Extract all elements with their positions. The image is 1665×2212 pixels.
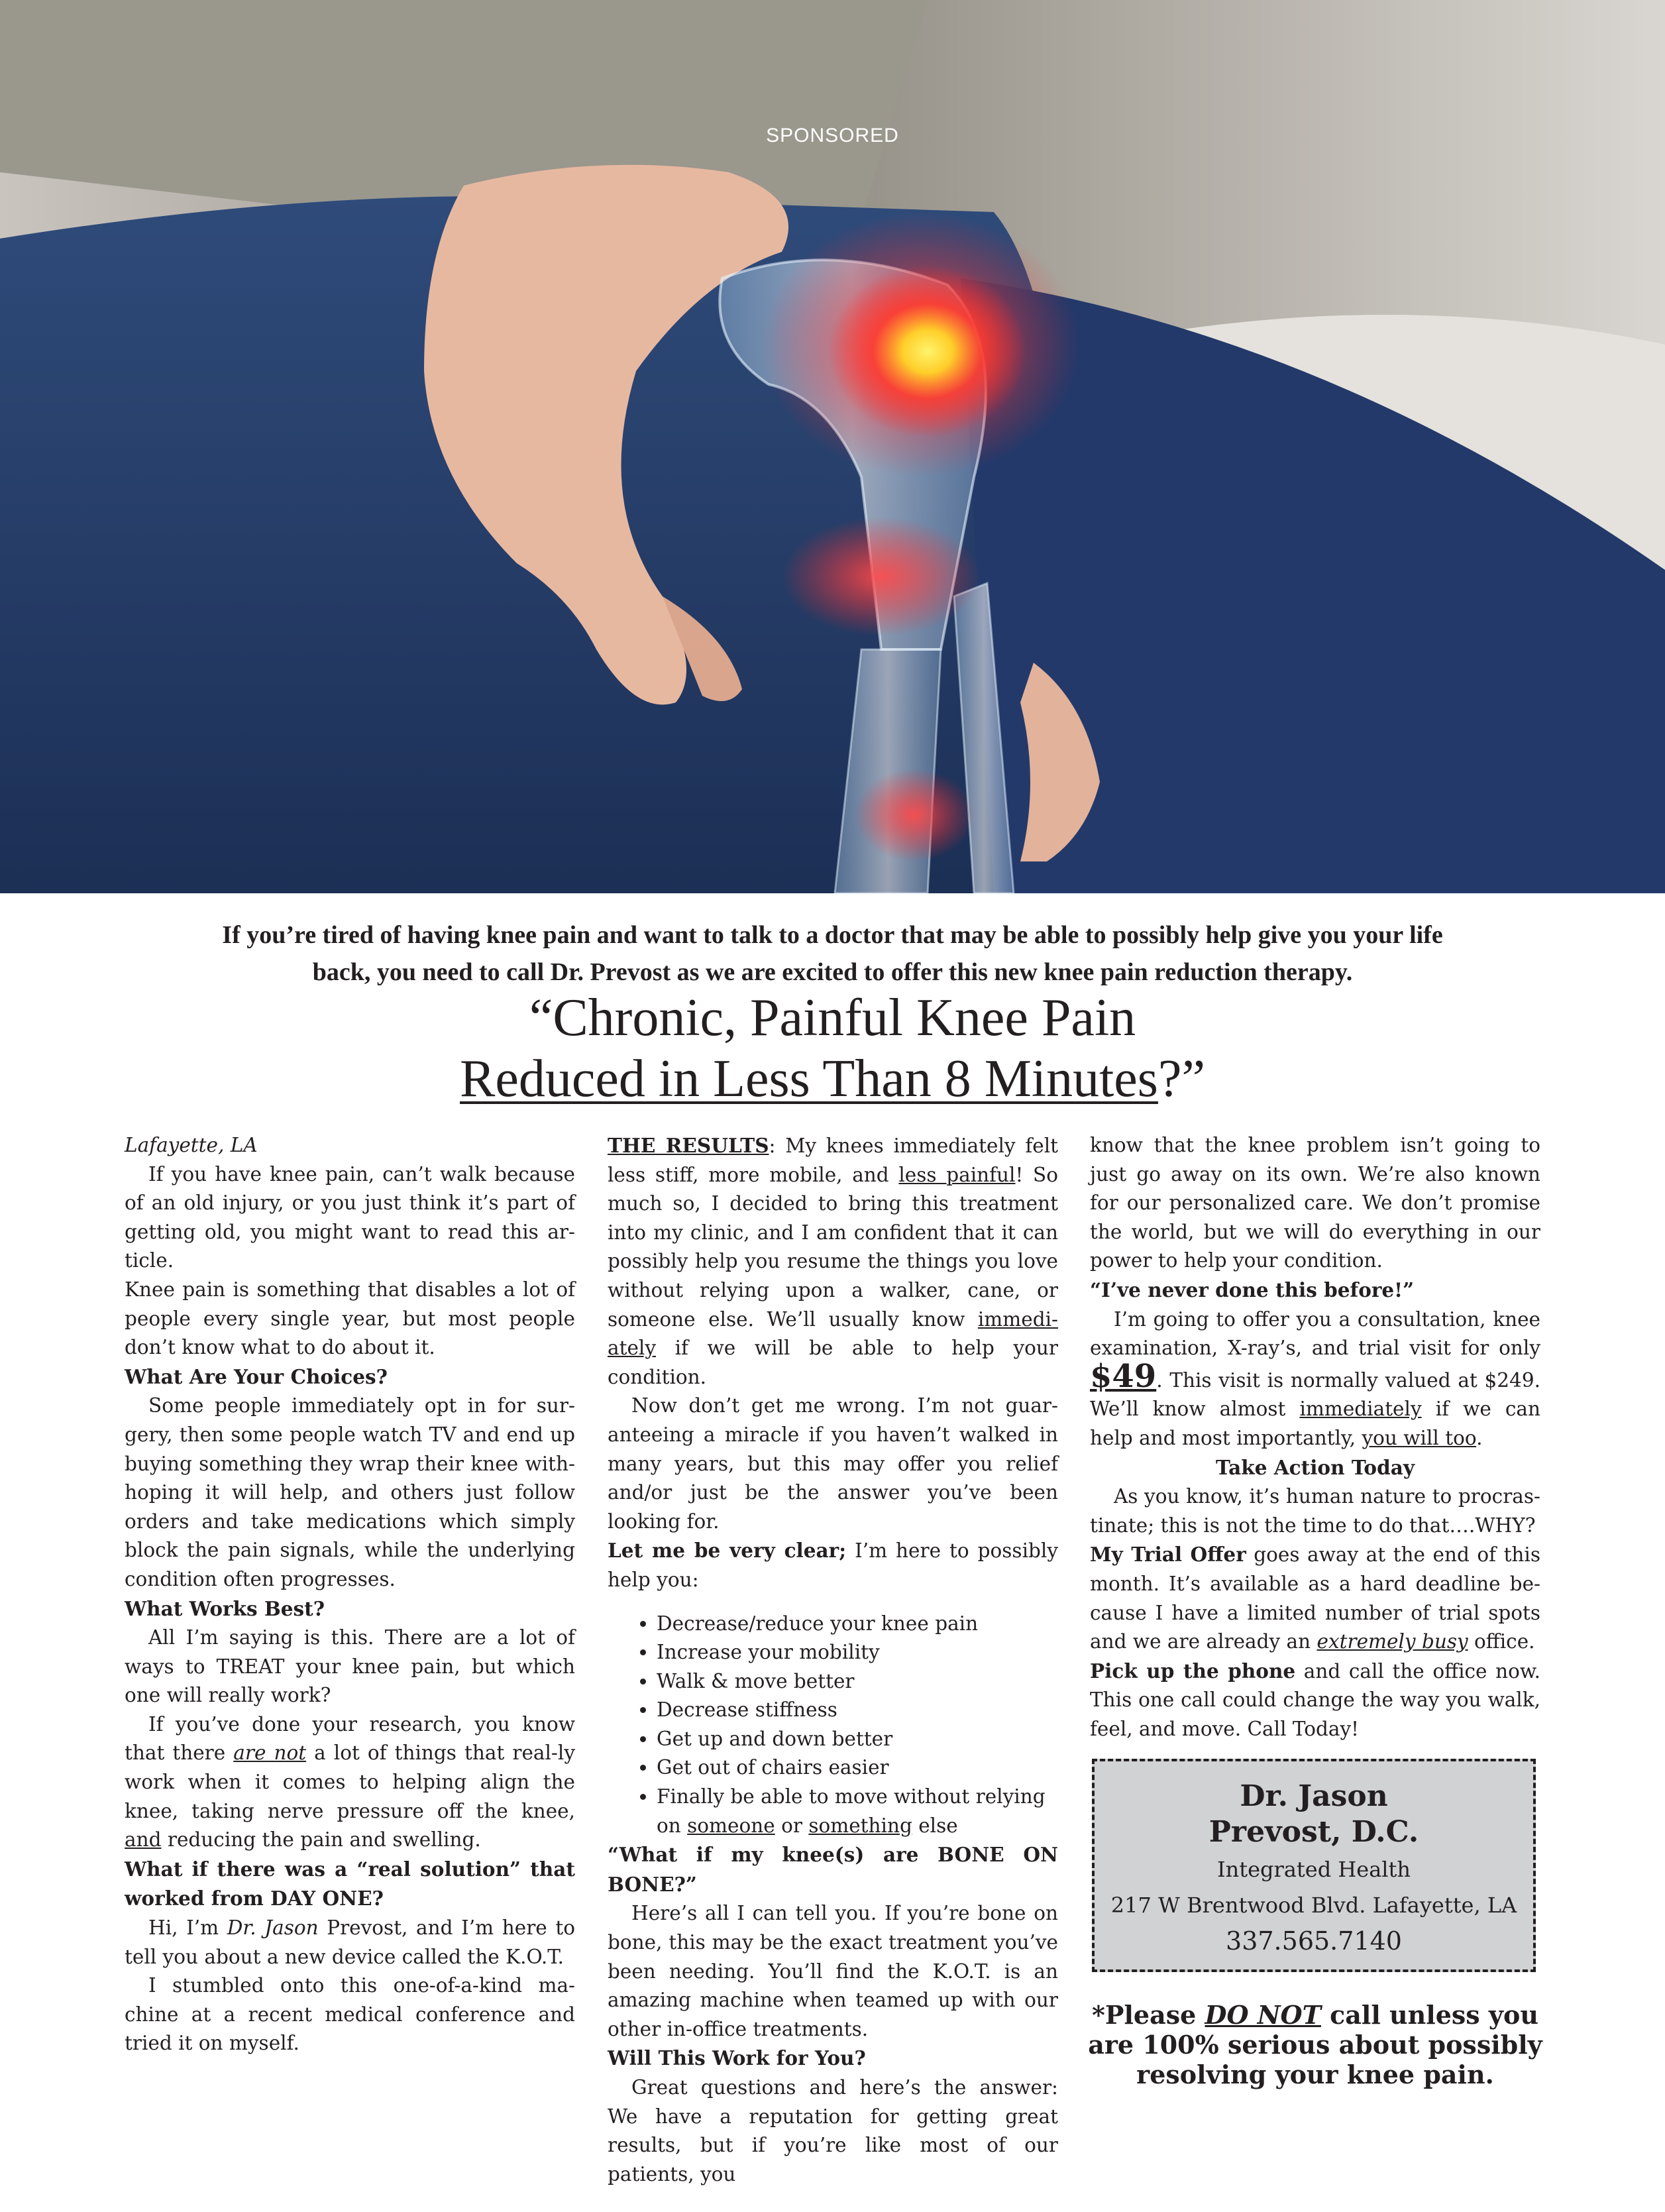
subheading: “I’ve never done this before!”	[1090, 1278, 1415, 1301]
price: $49	[1090, 1357, 1157, 1395]
paragraph: If you’ve done your research, you know that there are not a lot of things that real-ly work when it comes to helping align the knee, taking nerve pressure off the knee, and reducing the pain and swelling.	[125, 1712, 575, 1852]
subheading: Will This Work for You?	[608, 2046, 866, 2070]
paragraph: I’m going to offer you a consultation, knee examination, X-ray’s, and trial visit for only $49. This visit is normally valued at $249. We’ll know almost immediately if we can help and most importantly, you will too.	[1090, 1307, 1540, 1449]
paragraph: If you have knee pain, can’t walk because of an old injury, or you just think it’s part of getting old, you might want to read this ar-ticle.	[125, 1162, 575, 1272]
list-item: • Increase your mobility	[657, 1638, 1058, 1667]
paragraph: Here’s all I can tell you. If you’re bone on bone, this may be the exact treatment you’ve been needing. You’ll find the K.O.T. is an amazing machine when teamed up with our other in-office treatments.	[608, 1902, 1058, 2040]
intro-line-2: back, you need to call Dr. Prevost as we are excited to offer this new knee pain reduction therapy.	[312, 958, 1353, 986]
list-item: • Finally be able to move without relying on someone or something else	[657, 1783, 1058, 1840]
headline-tail: ?”	[1157, 1050, 1205, 1108]
benefits-list	[608, 1610, 1058, 1841]
headline-line-2	[99, 1048, 1566, 1109]
contact-box	[1092, 1759, 1536, 1972]
paragraph: Great questions and here’s the answer: We have a reputation for getting great results, but if you’re like most of our patients, you	[608, 2076, 1058, 2185]
paragraph: know that the knee problem isn’t going to just go away on its own. We’re also known for our personalized care. We don’t promise the world, but we will do everything in our power to help your condition.	[1090, 1134, 1540, 1272]
article-column-1	[125, 1131, 575, 2058]
list-item: • Get up and down better	[657, 1725, 1058, 1754]
paragraph: I stumbled onto this one-of-a-kind ma-chine at a recent medical conference and tried it on myself.	[125, 1974, 575, 2055]
paragraph: My Trial Offer goes away at the end of this month. It’s available as a hard deadline be-cause I have a limited number of trial spots and we are already an extremely busy office.	[1090, 1543, 1540, 1653]
paragraph: Pick up the phone and call the office now. This one call could change the way you walk, feel, and move. Call Today!	[1090, 1659, 1540, 1740]
subheading: “What if my knee(s) are BONE ON BONE?”	[608, 1843, 1058, 1896]
paragraph: Now don’t get me wrong. I’m not guar-anteeing a miracle if you haven’t walked in many years, but this may offer you relief and/or just be the answer you’ve been looking for.	[608, 1394, 1058, 1533]
headline-line-1: “Chronic, Painful Knee Pain	[529, 989, 1136, 1047]
paragraph: Knee pain is something that disables a lot of people every single year, but most people don’t know what to do about it.	[125, 1278, 575, 1359]
paragraph: THE RESULTS: My knees immediately felt less stiff, more mobile, and less painful! So much so, I decided to bring this treatment into my clinic, and I am confident that it can possibly help you resume the things you love without relying upon a walker, cane, or someone else. We’ll usually know immedi-ately if we will be able to help your condition.	[608, 1134, 1059, 1388]
phone-number[interactable]: 337.565.7140	[1226, 1926, 1402, 1956]
hero-photo	[0, 0, 1665, 893]
paragraph: As you know, it’s human nature to procras-tinate; this is not the time to do that….WHY?	[1090, 1485, 1540, 1537]
subheading: What Are Your Choices?	[125, 1364, 388, 1388]
disclaimer: *Please DO NOT call unless you are 100% serious about possibly resolving your knee pain.	[1088, 2000, 1542, 2089]
sponsored-label: SPONSORED	[766, 125, 899, 146]
intro-text	[133, 916, 1532, 991]
subheading: What if there was a “real solution” that worked from DAY ONE?	[125, 1857, 575, 1910]
article-column-3	[1090, 1131, 1540, 1743]
subheading: What Works Best?	[125, 1596, 325, 1620]
list-item: • Walk & move better	[657, 1667, 1058, 1696]
list-item: • Get out of chairs easier	[657, 1753, 1058, 1783]
intro-line-1: If you’re tired of having knee pain and want to talk to a doctor that may be able to possibly help give you your life	[222, 921, 1443, 949]
clinic-address: 217 W Brentwood Blvd. Lafayette, LA	[1110, 1893, 1517, 1918]
clinic-name: Integrated Health	[1217, 1857, 1411, 1882]
headline-underlined: Reduced in Less Than 8 Minutes	[460, 1050, 1158, 1108]
list-item: • Decrease/reduce your knee pain	[657, 1610, 1058, 1639]
paragraph: Hi, I’m Dr. Jason Prevost, and I’m here to tell you about a new device called the K.O.T.	[125, 1916, 575, 1968]
subheading: Take Action Today	[1216, 1455, 1415, 1479]
headline	[99, 987, 1566, 1109]
paragraph: Some people immediately opt in for sur-gery, then some people watch TV and end up buying something they wrap their knee with-hoping it will help, and others just follow orders and take medications which simply block the pain signals, while the underlying condition often progresses.	[125, 1394, 575, 1590]
paragraph: Let me be very clear; I’m here to possibly help you:	[608, 1539, 1058, 1591]
doctor-name: Dr. Jason Prevost, D.C.	[1208, 1779, 1419, 1849]
list-item: • Decrease stiffness	[657, 1696, 1058, 1725]
dateline: Lafayette, LA	[125, 1134, 258, 1156]
article-column-2	[608, 1131, 1058, 2189]
paragraph: All I’m saying is this. There are a lot of ways to TREAT your knee pain, but which one will really work?	[125, 1626, 575, 1707]
